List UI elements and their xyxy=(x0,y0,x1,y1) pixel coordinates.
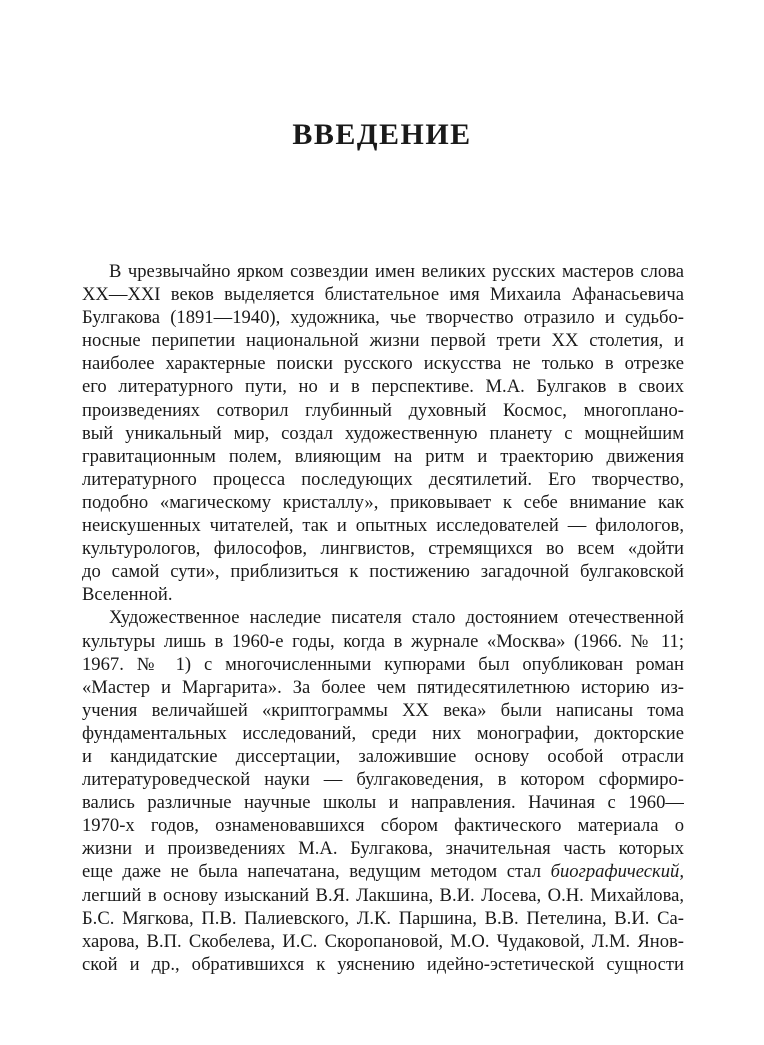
text-line xyxy=(82,837,684,860)
text-line-content: подобно «магическому кристаллу», приковывает к себе внимание как xyxy=(82,491,684,513)
text-line xyxy=(82,422,684,445)
text-line xyxy=(82,907,684,930)
text-line-content: 1967. № 1) с многочисленными купюрами был опубликован роман xyxy=(82,653,684,675)
text-line-content: гравитационным полем, влияющим на ритм и траекторию движения xyxy=(82,445,684,467)
text-line xyxy=(82,399,684,422)
text-line xyxy=(82,329,684,352)
text-line xyxy=(82,537,684,560)
text-line-content: Б.С. Мягкова, П.В. Палиевского, Л.К. Паршина, В.В. Петелина, В.И. Са- xyxy=(82,907,684,929)
text-line xyxy=(82,653,684,676)
body-text xyxy=(82,260,684,976)
text-line xyxy=(82,860,684,883)
text-line xyxy=(82,491,684,514)
text-line xyxy=(82,884,684,907)
text-line xyxy=(82,930,684,953)
italic-term: биографический, xyxy=(550,861,684,883)
text-line xyxy=(82,699,684,722)
text-line-content: еще даже не была напечатана, ведущим методом стал xyxy=(82,861,551,883)
text-line-content: вый уникальный мир, создал художественную планету с мощнейшим xyxy=(82,422,684,444)
text-line xyxy=(82,791,684,814)
text-line xyxy=(82,676,684,699)
text-line-content: фундаментальных исследований, среди них монографии, докторские xyxy=(82,722,684,744)
text-line xyxy=(82,445,684,468)
page-title: ВВЕДЕНИЕ xyxy=(292,118,472,151)
text-line-content: ской и др., обратившихся к уяснению идейно-эстетической сущности xyxy=(82,953,684,975)
text-line-content: жизни и произведениях М.А. Булгакова, значительная часть которых xyxy=(82,838,684,860)
text-line xyxy=(82,468,684,491)
text-line xyxy=(82,283,684,306)
text-line-content: «Мастер и Маргарита». За более чем пятидесятилетнюю историю из- xyxy=(82,676,684,698)
text-line-content: Булгакова (1891—1940), художника, чье творчество отразило и судьбо- xyxy=(82,307,684,329)
text-line xyxy=(82,953,684,976)
text-line-content: его литературного пути, но и в перспективе. М.А. Булгаков в своих xyxy=(82,376,684,398)
text-line-content: до самой сути», приблизиться к постижению загадочной булгаковской xyxy=(82,561,684,583)
text-line xyxy=(82,745,684,768)
text-line-content: наиболее характерные поиски русского искусства не только в отрезке xyxy=(82,353,684,375)
text-line-content: вались различные научные школы и направления. Начиная с 1960— xyxy=(82,792,684,814)
text-line xyxy=(82,722,684,745)
text-line xyxy=(82,768,684,791)
text-line-content: неискушенных читателей, так и опытных исследователей — филологов, xyxy=(82,515,684,537)
text-line-content: Вселенной. xyxy=(82,584,173,606)
text-line xyxy=(82,375,684,398)
text-line xyxy=(82,260,684,283)
text-line xyxy=(82,352,684,375)
text-line-content: В чрезвычайно ярком созвездии имен великих русских мастеров слова xyxy=(109,261,684,282)
text-line xyxy=(82,306,684,329)
text-line xyxy=(82,583,684,606)
text-line-content: произведениях сотворил глубинный духовный Космос, многоплано- xyxy=(82,399,684,421)
text-line xyxy=(82,630,684,653)
text-line-content: харова, В.П. Скобелева, И.С. Скоропановой, М.О. Чудаковой, Л.М. Янов- xyxy=(82,930,684,952)
text-line-content: и кандидатские диссертации, заложившие основу особой отрасли xyxy=(82,745,684,767)
text-line xyxy=(82,814,684,837)
text-line xyxy=(82,560,684,583)
text-line-content: культурологов, философов, лингвистов, стремящихся во всем «дойти xyxy=(82,538,684,560)
text-line xyxy=(82,514,684,537)
text-line-content: учения величайшей «криптограммы XX века» были написаны тома xyxy=(82,699,684,721)
text-line-content: культуры лишь в 1960-е годы, когда в журнале «Москва» (1966. № 11; xyxy=(82,630,684,652)
text-line-content: литературоведческой науки — булгаковедения, в котором сформиро- xyxy=(82,769,684,791)
text-line-content: Художественное наследие писателя стало достоянием отечественной xyxy=(109,607,684,629)
text-line-content: носные перипетии национальной жизни первой трети XX столетия, и xyxy=(82,330,684,352)
text-line-content: легший в основу изысканий В.Я. Лакшина, В.И. Лосева, О.Н. Михайлова, xyxy=(82,884,684,906)
text-line-content: 1970-х годов, ознаменовавшихся сбором фактического материала о xyxy=(82,815,684,837)
text-line-content: XX—XXI веков выделяется блистательное имя Михаила Афанасьевича xyxy=(82,284,684,306)
text-line xyxy=(82,606,684,629)
text-line-content: литературного процесса последующих десятилетий. Его творчество, xyxy=(82,468,684,490)
